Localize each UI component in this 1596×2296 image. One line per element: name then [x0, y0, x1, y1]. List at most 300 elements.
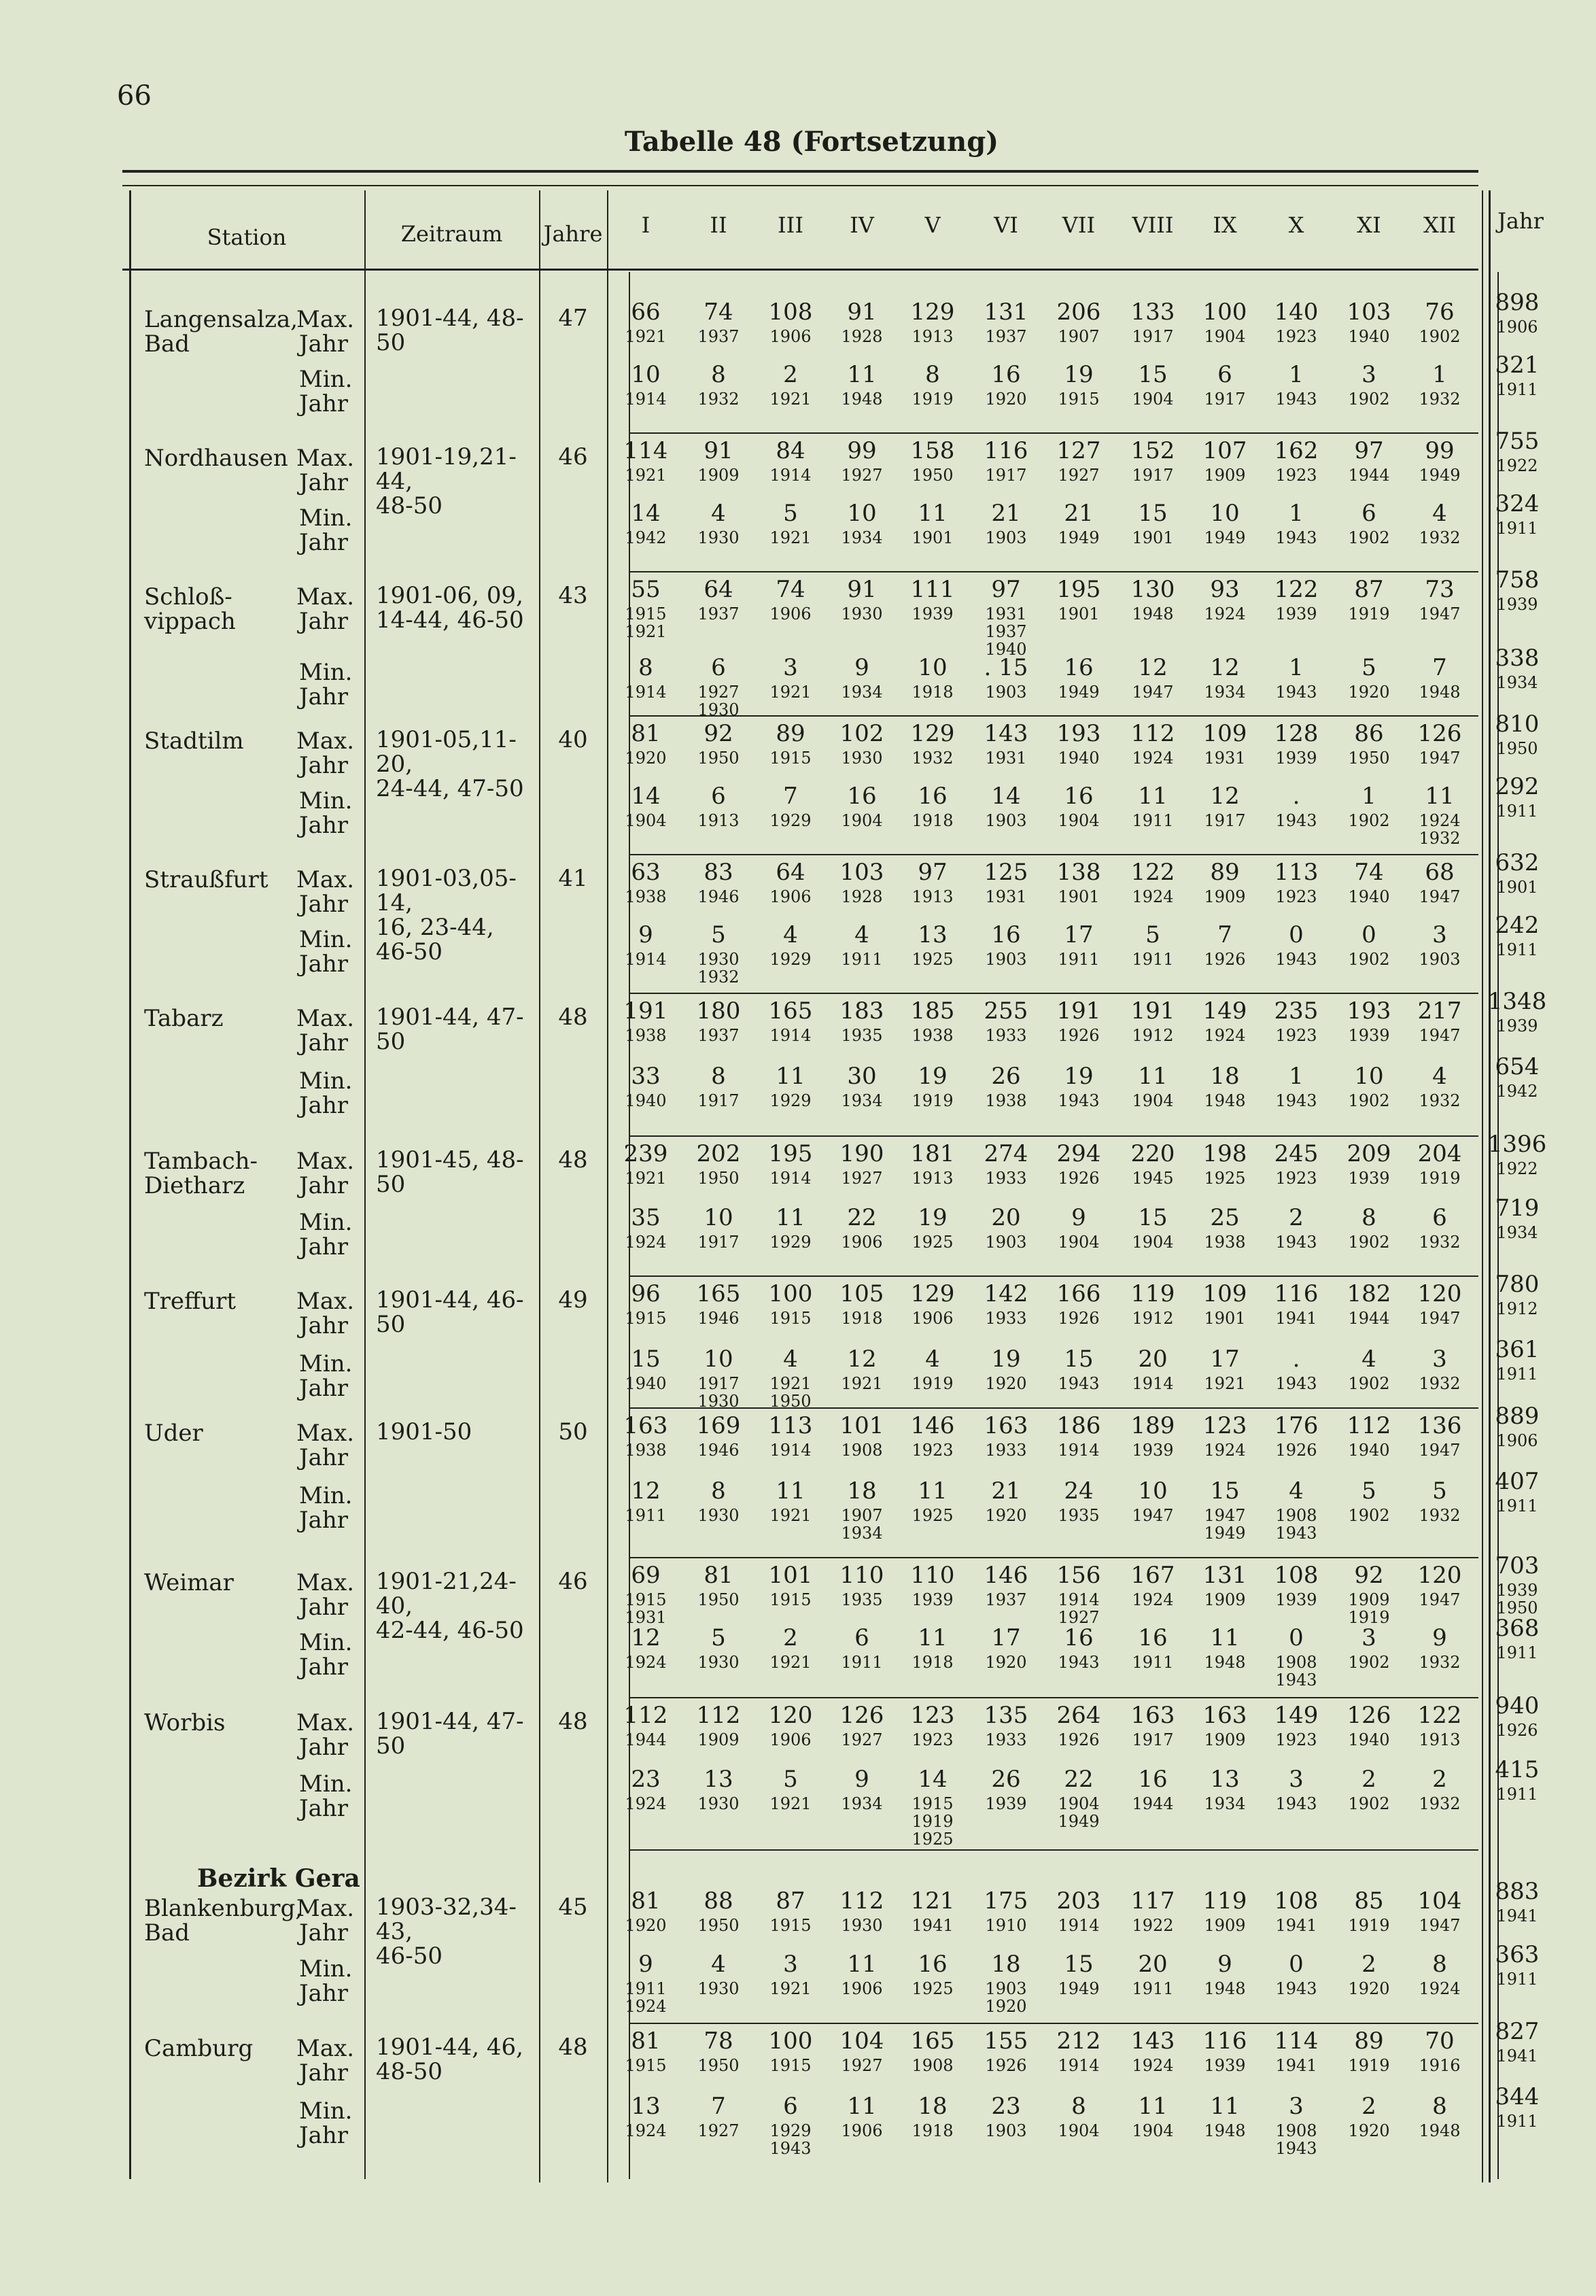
year-min: 1911	[1132, 1653, 1174, 1672]
value-max: 87	[776, 1887, 805, 1915]
value-min: 16	[1138, 1766, 1168, 1793]
year-label: Jahr	[299, 683, 349, 710]
year-max: 1924	[1132, 2056, 1174, 2075]
value-max: 64	[776, 859, 805, 886]
value-min: 3	[1432, 1346, 1447, 1373]
zeitraum-value: 1901-21,24-40, 42-44, 46-50	[376, 1568, 524, 1644]
header-month: VI	[994, 212, 1018, 238]
year-label: Jahr	[299, 1444, 349, 1471]
value-max: 165	[768, 997, 813, 1025]
year-max: 1931 1937 1940	[985, 604, 1027, 659]
station-name: Stadtilm	[144, 727, 244, 755]
year-max: 1946	[697, 887, 740, 906]
year-max: 1939	[1275, 1590, 1317, 1609]
year-max: 1909	[1204, 1730, 1246, 1749]
value-min: 11	[918, 1624, 948, 1651]
header-month: II	[710, 212, 727, 238]
year-max: 1940	[1348, 1730, 1390, 1749]
min-label: Min.	[299, 1067, 353, 1095]
year-max: 1938	[625, 1441, 667, 1460]
year-max: 1950	[697, 749, 740, 768]
year-max: 1914	[769, 1169, 812, 1188]
row-separator	[629, 1275, 1478, 1277]
year-min: 1934	[841, 528, 883, 547]
header-station: Station	[207, 224, 287, 250]
value-max: 169	[696, 1412, 741, 1439]
year-min: 1925	[912, 1506, 954, 1525]
year-max: 1919	[1419, 1169, 1461, 1188]
year-min: 1919	[912, 1091, 954, 1110]
year-min: 1902	[1348, 1794, 1390, 1813]
year-min: 1921	[769, 390, 812, 409]
year-label: Jahr	[299, 1594, 349, 1621]
value-min: 4	[783, 1346, 798, 1373]
value-min: 8	[1361, 1204, 1376, 1231]
value-min: 5	[1361, 654, 1376, 681]
year-max: 1915	[769, 749, 812, 768]
value-max: 111	[910, 576, 955, 603]
year-min: 1901	[1132, 528, 1174, 547]
value-min: 21	[1064, 500, 1094, 527]
year-min: 1924	[1419, 1979, 1461, 1998]
min-label: Min.	[299, 2097, 353, 2125]
value-min: 16	[918, 783, 948, 810]
year-label: Jahr	[299, 390, 349, 417]
value-max: 158	[910, 437, 955, 464]
year-min: 1920	[985, 1653, 1027, 1672]
year-max: 1904	[1204, 327, 1246, 346]
year-max: 1930	[841, 749, 883, 768]
value-min: 15	[1138, 1204, 1168, 1231]
value-max: 758	[1495, 566, 1540, 594]
year-min: 1932	[1419, 390, 1461, 409]
value-min: 5	[711, 1624, 726, 1651]
year-max: 1932	[912, 749, 954, 768]
year-max: 1939 1950	[1496, 1581, 1538, 1617]
year-min: 1911	[1496, 1496, 1538, 1515]
value-max: 119	[1202, 1887, 1247, 1915]
value-max: 122	[1417, 1702, 1462, 1729]
year-max: 1950	[697, 1916, 740, 1935]
value-min: 8	[1071, 2093, 1086, 2120]
year-label: Jahr	[299, 1734, 349, 1761]
year-min: 1924 1932	[1419, 811, 1461, 848]
year-max: 1901	[1058, 887, 1100, 906]
year-min: 1918	[912, 2121, 954, 2140]
value-min: 19	[918, 1204, 948, 1231]
year-min: 1921	[769, 683, 812, 702]
value-max: 235	[1274, 997, 1319, 1025]
value-min: 18	[991, 1951, 1021, 1978]
year-min: 1940	[625, 1374, 667, 1393]
year-min: 1934	[841, 1091, 883, 1110]
year-max: 1913	[1419, 1730, 1461, 1749]
year-min: 1902	[1348, 1374, 1390, 1393]
year-max: 1917	[1132, 327, 1174, 346]
value-max: 206	[1056, 298, 1101, 326]
year-min: 1901	[912, 528, 954, 547]
value-max: 109	[1202, 720, 1247, 747]
year-min: 1947	[1132, 1506, 1174, 1525]
value-max: 191	[1130, 997, 1175, 1025]
year-max: 1935	[841, 1590, 883, 1609]
max-label: Max.	[296, 1420, 355, 1447]
year-min: 1932	[1419, 1233, 1461, 1252]
year-min: 1911	[841, 950, 883, 969]
year-max: 1913	[912, 887, 954, 906]
year-min: 1904 1949	[1058, 1794, 1100, 1831]
year-max: 1941	[1275, 2056, 1317, 2075]
value-max: 133	[1130, 298, 1175, 326]
year-max: 1947	[1419, 749, 1461, 768]
year-min: 1911	[1496, 802, 1538, 821]
value-min: .	[1292, 1346, 1300, 1373]
value-max: 97	[1354, 437, 1384, 464]
row-separator	[629, 1135, 1478, 1137]
header-month: XII	[1423, 212, 1457, 238]
value-min: 5	[1145, 921, 1160, 948]
value-min: 19	[1064, 361, 1094, 388]
year-min: 1930	[697, 1979, 740, 1998]
year-max: 1922	[1132, 1916, 1174, 1935]
value-min: 5	[783, 1766, 798, 1793]
year-min: 1917 1930	[697, 1374, 740, 1411]
value-min: 10	[1354, 1063, 1384, 1090]
row-separator	[629, 571, 1478, 572]
station-name: Camburg	[144, 2035, 254, 2062]
year-min: 1943	[1275, 1794, 1317, 1813]
year-max: 1909	[1204, 887, 1246, 906]
year-max: 1913	[912, 1169, 954, 1188]
row-separator	[629, 432, 1478, 434]
value-max: 180	[696, 997, 741, 1025]
year-min: 1943	[1275, 390, 1317, 409]
value-min: 368	[1495, 1615, 1540, 1642]
value-min: 30	[847, 1063, 877, 1090]
value-min: 11	[918, 500, 948, 527]
year-min: 1904	[1132, 2121, 1174, 2140]
year-min: 1934	[841, 1794, 883, 1813]
value-max: 112	[1347, 1412, 1391, 1439]
year-max: 1933	[985, 1441, 1027, 1460]
year-max: 1923	[912, 1730, 954, 1749]
year-min: 1926	[1204, 950, 1246, 969]
max-label: Max.	[296, 583, 355, 611]
value-max: 239	[623, 1140, 668, 1167]
year-max: 1938	[625, 887, 667, 906]
year-max: 1946	[697, 1309, 740, 1328]
value-max: 63	[631, 859, 661, 886]
year-max: 1939	[912, 1590, 954, 1609]
value-min: 16	[991, 921, 1021, 948]
year-min: 1917	[697, 1091, 740, 1110]
year-max: 1937	[985, 327, 1027, 346]
value-min: 654	[1495, 1053, 1540, 1080]
value-min: 21	[991, 1477, 1021, 1505]
year-min: 1943	[1058, 1653, 1100, 1672]
year-label: Jahr	[299, 1092, 349, 1119]
year-min: 1911 1924	[625, 1979, 667, 2016]
value-min: 16	[918, 1951, 948, 1978]
value-min: 4	[1361, 1346, 1376, 1373]
year-max: 1935	[841, 1026, 883, 1045]
value-max: 110	[910, 1562, 955, 1589]
value-min: 16	[991, 361, 1021, 388]
year-min: 1911	[1496, 380, 1538, 399]
value-max: 126	[839, 1702, 884, 1729]
value-max: 114	[623, 437, 668, 464]
year-min: 1932	[1419, 1794, 1461, 1813]
year-max: 1947	[1419, 1309, 1461, 1328]
year-min: 1924	[625, 2121, 667, 2140]
year-min: 1943	[1058, 1091, 1100, 1110]
year-label: Jahr	[299, 2059, 349, 2087]
year-max: 1933	[985, 1309, 1027, 1328]
year-max: 1944	[1348, 1309, 1390, 1328]
value-max: 101	[768, 1562, 813, 1589]
year-max: 1921	[625, 466, 667, 485]
value-min: 338	[1495, 645, 1540, 672]
year-min: 1920	[1348, 2121, 1390, 2140]
value-max: 112	[623, 1702, 668, 1729]
year-min: 1943	[1275, 1374, 1317, 1393]
header-separator	[122, 269, 1478, 271]
year-max: 1924	[1132, 749, 1174, 768]
year-max: 1908	[841, 1441, 883, 1460]
value-min: 6	[1361, 500, 1376, 527]
year-min: 1902	[1348, 1506, 1390, 1525]
header-month: III	[778, 212, 803, 238]
year-max: 1939	[1204, 2056, 1246, 2075]
value-max: 182	[1347, 1280, 1391, 1307]
year-label: Jahr	[299, 1654, 349, 1681]
value-max: 122	[1130, 859, 1175, 886]
year-min: 1943	[1275, 811, 1317, 830]
station-name: Schloß- vippach	[144, 583, 236, 635]
year-min: 1919	[912, 1374, 954, 1393]
value-max: 203	[1056, 1887, 1101, 1915]
year-label: Jahr	[299, 812, 349, 839]
value-max: 73	[1425, 576, 1455, 603]
year-max: 1915	[769, 1590, 812, 1609]
station-name: Tambach- Dietharz	[144, 1148, 258, 1199]
value-min: 11	[847, 1951, 877, 1978]
station-name: Uder	[144, 1420, 203, 1447]
year-max: 1928	[841, 327, 883, 346]
value-max: 176	[1274, 1412, 1319, 1439]
value-max: 136	[1417, 1412, 1462, 1439]
value-min: 1	[1432, 361, 1447, 388]
year-min: 1942	[1496, 1082, 1538, 1101]
year-min: 1908 1943	[1275, 2121, 1317, 2158]
min-label: Min.	[299, 926, 353, 953]
column-rule	[364, 190, 366, 2179]
value-max: 193	[1347, 997, 1391, 1025]
value-max: 143	[984, 720, 1028, 747]
year-min: 1949	[1058, 528, 1100, 547]
year-min: 1934	[841, 683, 883, 702]
year-min: 1911	[625, 1506, 667, 1525]
year-max: 1914	[769, 1026, 812, 1045]
year-min: 1920	[1348, 1979, 1390, 1998]
year-min: 1943	[1275, 1233, 1317, 1252]
value-min: 7	[711, 2093, 726, 2120]
value-max: 92	[704, 720, 733, 747]
value-max: 202	[696, 1140, 741, 1167]
value-min: 4	[711, 1951, 726, 1978]
year-min: 1920	[985, 1506, 1027, 1525]
year-max: 1950	[912, 466, 954, 485]
year-label: Jahr	[299, 2122, 349, 2149]
header-zeitraum: Zeitraum	[400, 221, 503, 247]
value-min: 22	[1064, 1766, 1094, 1793]
value-min: 8	[1432, 1951, 1447, 1978]
value-min: 19	[991, 1346, 1021, 1373]
value-max: 74	[1354, 859, 1384, 886]
value-max: 204	[1417, 1140, 1462, 1167]
value-max: 780	[1495, 1271, 1540, 1298]
value-max: 274	[984, 1140, 1028, 1167]
value-min: 16	[1064, 783, 1094, 810]
value-max: 195	[1056, 576, 1101, 603]
year-min: 1932	[1419, 1091, 1461, 1110]
year-min: 1911	[1132, 811, 1174, 830]
year-max: 1926	[1058, 1730, 1100, 1749]
value-max: 827	[1495, 2018, 1540, 2045]
year-min: 1918	[912, 811, 954, 830]
header-month: X	[1288, 212, 1304, 238]
year-min: 1943	[1275, 528, 1317, 547]
year-max: 1947	[1419, 887, 1461, 906]
year-min: 1932	[1419, 1653, 1461, 1672]
zeitraum-value: 1901-44, 47-50	[376, 1708, 524, 1760]
year-min: 1918	[912, 683, 954, 702]
year-max: 1941	[1496, 1906, 1538, 1925]
year-max: 1930	[841, 604, 883, 623]
row-separator	[629, 993, 1478, 994]
year-max: 1924	[1132, 1590, 1174, 1609]
jahre-value: 41	[558, 865, 588, 892]
year-min: 1904	[841, 811, 883, 830]
year-max: 1947	[1419, 1026, 1461, 1045]
max-label: Max.	[296, 727, 355, 755]
value-max: 89	[1354, 2027, 1384, 2055]
value-min: 9	[638, 921, 653, 948]
year-max: 1919	[1348, 2056, 1390, 2075]
value-max: 193	[1056, 720, 1101, 747]
year-max: 1937	[697, 1026, 740, 1045]
year-max: 1950	[697, 1169, 740, 1188]
year-min: 1902	[1348, 1091, 1390, 1110]
year-min: 1948	[1204, 2121, 1246, 2140]
value-max: 129	[910, 298, 955, 326]
year-min: 1911	[1132, 950, 1174, 969]
value-min: 2	[783, 361, 798, 388]
value-max: 898	[1495, 289, 1540, 316]
year-max: 1949	[1419, 466, 1461, 485]
year-label: Jahr	[299, 1172, 349, 1199]
value-max: 165	[696, 1280, 741, 1307]
year-min: 1948	[1204, 1091, 1246, 1110]
year-min: 1930	[697, 1506, 740, 1525]
value-min: 6	[783, 2093, 798, 2120]
value-min: 9	[1217, 1951, 1232, 1978]
value-max: 127	[1056, 437, 1101, 464]
value-max: 69	[631, 1562, 661, 1589]
value-min: 15	[1064, 1951, 1094, 1978]
row-separator	[629, 854, 1478, 855]
max-label: Max.	[296, 1569, 355, 1596]
year-min: 1947 1949	[1204, 1506, 1246, 1543]
year-max: 1939	[1496, 1016, 1538, 1035]
value-max: 120	[1417, 1280, 1462, 1307]
value-max: 92	[1354, 1562, 1384, 1589]
value-min: 21	[991, 500, 1021, 527]
value-min: 9	[854, 654, 869, 681]
year-max: 1939	[1275, 604, 1317, 623]
year-max: 1914	[769, 1441, 812, 1460]
value-max: 91	[704, 437, 733, 464]
year-min: 1948	[1419, 683, 1461, 702]
year-min: 1942	[625, 528, 667, 547]
year-max: 1937	[697, 327, 740, 346]
value-max: 156	[1056, 1562, 1101, 1589]
year-min: 1921	[769, 1794, 812, 1813]
value-min: 16	[1064, 1624, 1094, 1651]
value-max: 181	[910, 1140, 955, 1167]
year-max: 1914	[769, 466, 812, 485]
value-min: 4	[1289, 1477, 1304, 1505]
year-min: 1917	[697, 1233, 740, 1252]
year-label: Jahr	[299, 529, 349, 556]
year-label: Jahr	[299, 469, 349, 496]
value-min: 14	[631, 500, 661, 527]
year-min: 1911	[1496, 1970, 1538, 1989]
value-max: 64	[704, 576, 733, 603]
value-max: 114	[1274, 2027, 1319, 2055]
value-max: 112	[696, 1702, 741, 1729]
year-min: 1948	[841, 390, 883, 409]
jahre-value: 47	[558, 305, 588, 332]
year-max: 1927	[841, 466, 883, 485]
value-max: 129	[910, 1280, 955, 1307]
year-max: 1933	[985, 1026, 1027, 1045]
year-max: 1926	[1275, 1441, 1317, 1460]
year-max: 1939	[912, 604, 954, 623]
year-max: 1940	[1348, 327, 1390, 346]
value-min: 18	[1210, 1063, 1240, 1090]
year-max: 1938	[625, 1026, 667, 1045]
year-min: 1913	[697, 811, 740, 830]
year-min: 1915 1919 1925	[912, 1794, 954, 1849]
value-max: 81	[631, 2027, 661, 2055]
header-month: V	[924, 212, 941, 238]
value-max: 108	[1274, 1562, 1319, 1589]
value-min: 3	[1432, 921, 1447, 948]
value-min: 12	[631, 1477, 661, 1505]
value-max: 119	[1130, 1280, 1175, 1307]
year-max: 1912	[1132, 1026, 1174, 1045]
year-max: 1926	[1058, 1309, 1100, 1328]
year-min: 1930 1932	[697, 950, 740, 987]
max-label: Max.	[296, 1709, 355, 1736]
year-max: 1914 1927	[1058, 1590, 1100, 1627]
value-max: 123	[910, 1702, 955, 1729]
jahre-value: 43	[558, 582, 588, 609]
year-min: 1906	[841, 1233, 883, 1252]
year-max: 1923	[912, 1441, 954, 1460]
year-max: 1923	[1275, 1730, 1317, 1749]
